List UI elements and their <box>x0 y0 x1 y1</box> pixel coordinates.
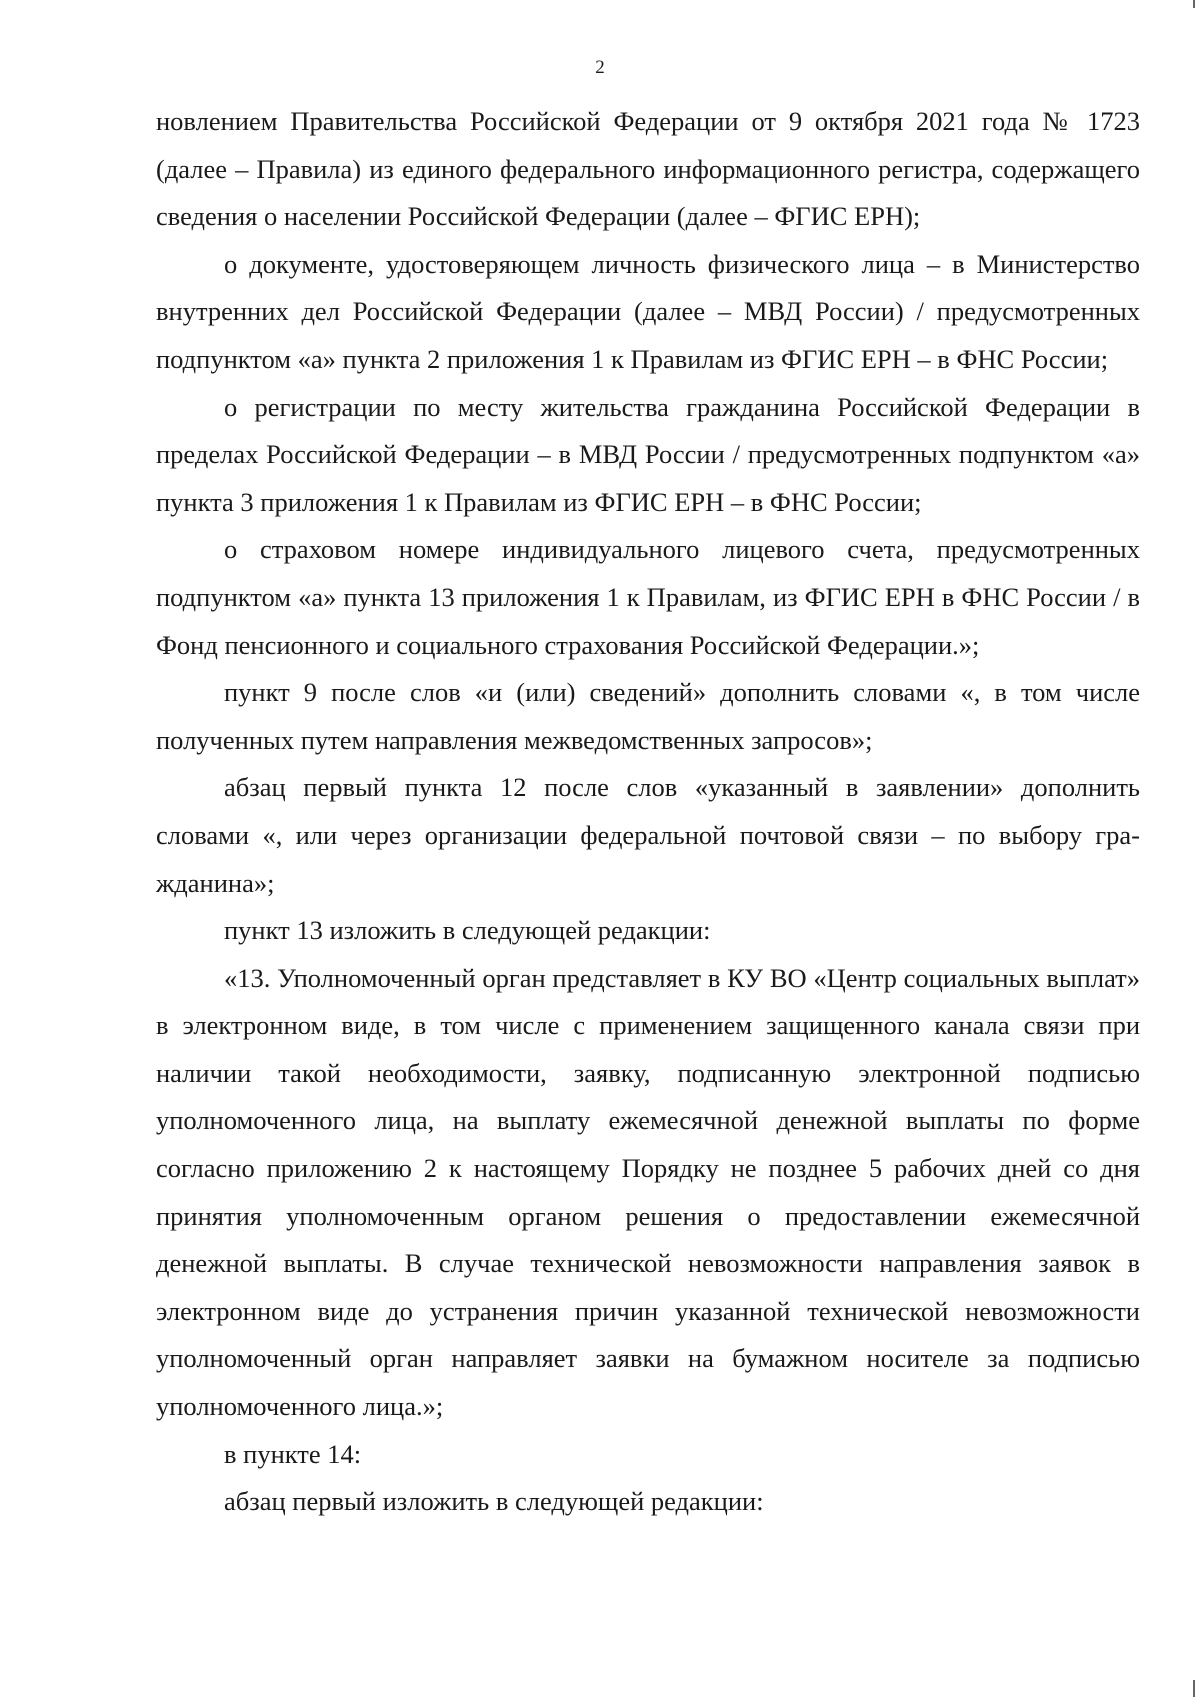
paragraph-continuation: новлением Правительства Российской Федерации от 9 октября 2021 года № 1723 (далее – Правила) из единого федерального информационного регистра, содержащего сведения о населении Российской Федерации (далее – ФГИС ЕРН); <box>156 106 1140 232</box>
paragraph-point-14: в пункте 14: <box>224 1438 362 1469</box>
paragraph-point-9: пункт 9 после слов «и (или) сведений» дополнить словами «, в том числе полученных путем направления межведомственных запросов»; <box>156 677 1140 755</box>
paragraph-point-13-text: «13. Уполномоченный орган представляет в КУ ВО «Центр социальных выплат» в электронном виде, в том числе с применением защищенного канала связи при наличии такой необходимости, заявку, подписанную электронной подписью уполномоченного лица, на выплату ежемесячной денежной выплаты по форме согласно приложению 2 к настоящему Порядку не позднее 5 рабочих дней со дня принятия уполномоченным органом решения о предоставлении ежемесячной денежной выплаты. В случае технической невозможности направления заявок в электронном виде до устранения причин указанной технической невозможности уполномоченный орган направляет заявки на бумажном носителе за подписью уполномоченного лица.»; <box>156 962 1140 1422</box>
paragraph-registration: о регистрации по месту жительства гражданина Российской Федерации в пределах Российской Федерации – в МВД России / предусмотренных подпунктом «а» пункта 3 приложения 1 к Правилам из ФГИС ЕРН – в ФНС России; <box>156 391 1140 517</box>
paragraph-insurance-number: о страховом номере индивидуального лицевого счета, предусмотренных подпунктом «а» пункта 13 приложения 1 к Правилам, из ФГИС ЕРН в ФНС России / в Фонд пенсионного и социального страхования Российской Федерации.»; <box>156 534 1140 660</box>
paragraph-point-12: абзац первый пункта 12 после слов «указанный в заявлении» дополнить словами «, или через организации федеральной почтовой связи – по выбору гражданина»; <box>156 772 1140 898</box>
paragraph-identity-document: о документе, удостоверяющем личность физического лица – в Министерство внутренних дел Российской Федерации (далее – МВД России) / предусмотренных подпунктом «а» пункта 2 приложения 1 к Правилам из ФГИС ЕРН – в ФНС России; <box>156 248 1140 374</box>
scan-edge-mark <box>1193 1680 1195 1697</box>
paragraph-first-abzac: абзац первый изложить в следующей редакции: <box>224 1486 764 1517</box>
paragraph-point-13-intro: пункт 13 изложить в следующей редакции: <box>224 915 711 946</box>
document-body <box>156 98 1140 1526</box>
page-number: 2 <box>595 57 605 78</box>
scan-edge-mark <box>1193 0 1195 8</box>
